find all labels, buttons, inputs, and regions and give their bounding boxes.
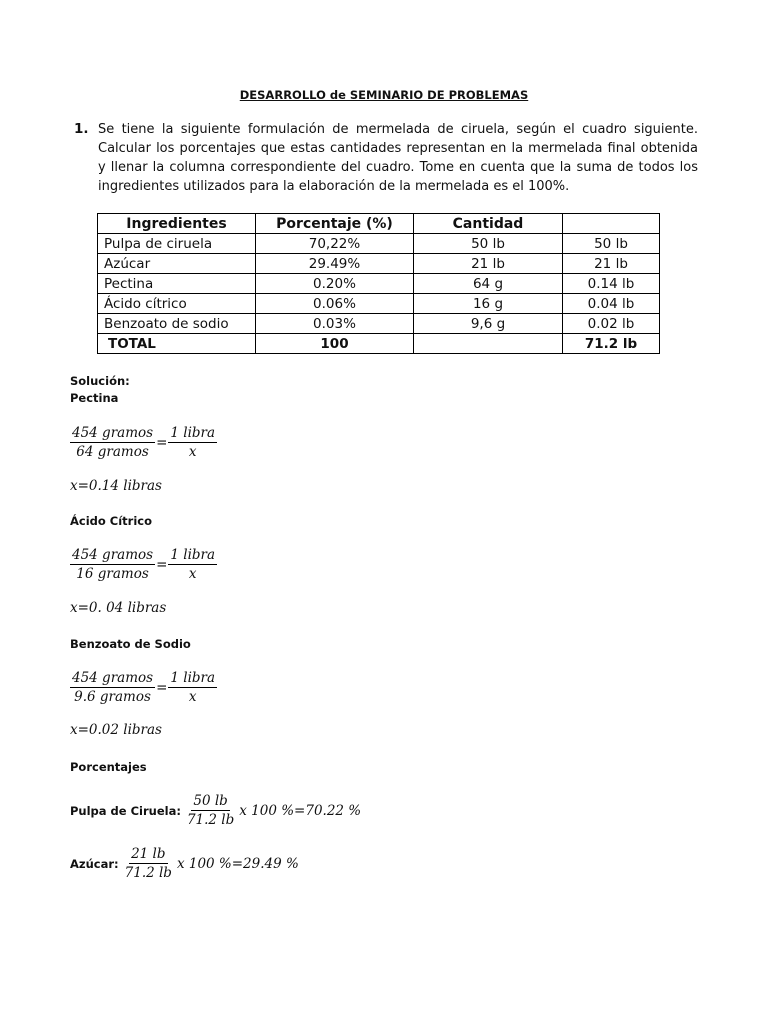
azucar-percentage <box>70 846 299 881</box>
table-total-row <box>98 334 660 354</box>
acido-heading: Ácido Cítrico <box>70 514 153 528</box>
benzoato-result: x=0.02 libras <box>70 722 162 738</box>
table-cell: 50 lb <box>414 234 563 254</box>
numerator: 454 gramos <box>72 425 154 441</box>
numerator: 1 libra <box>170 425 216 441</box>
table-cell: 21 lb <box>563 254 660 274</box>
equals-sign: = <box>156 679 168 696</box>
fraction <box>70 547 155 582</box>
pulpa-expression <box>185 793 361 828</box>
fraction <box>185 793 236 828</box>
table-cell: 9,6 g <box>414 314 563 334</box>
table-cell: Benzoato de sodio <box>98 314 256 334</box>
table-cell: Ácido cítrico <box>98 294 256 314</box>
denominator: x <box>188 444 197 460</box>
table-cell: 64 g <box>414 274 563 294</box>
table-header <box>563 214 660 234</box>
table-cell: 100 <box>256 334 414 354</box>
table-cell: 0.20% <box>256 274 414 294</box>
denominator: 9.6 gramos <box>74 689 151 705</box>
denominator: 64 gramos <box>76 444 149 460</box>
equals-sign: = <box>156 556 168 573</box>
acido-equation <box>70 547 217 582</box>
equals-sign: = <box>156 434 168 451</box>
numerator: 50 lb <box>193 793 228 809</box>
table-cell: 0.14 lb <box>563 274 660 294</box>
pulpa-result: x 100 %=70.22 % <box>239 802 362 819</box>
table-cell: Azúcar <box>98 254 256 274</box>
table-row <box>98 234 660 254</box>
table-header-row <box>98 214 660 234</box>
denominator: 71.2 lb <box>124 865 172 881</box>
pectina-heading: Pectina <box>70 391 119 405</box>
table-row <box>98 314 660 334</box>
table-row <box>98 274 660 294</box>
table-cell: Pulpa de ciruela <box>98 234 256 254</box>
table-cell: 16 g <box>414 294 563 314</box>
pulpa-percentage <box>70 793 361 828</box>
table-cell: 0.04 lb <box>563 294 660 314</box>
pectina-equation <box>70 425 217 460</box>
azucar-result: x 100 %=29.49 % <box>176 855 299 872</box>
numerator: 454 gramos <box>72 547 154 563</box>
fraction <box>70 425 155 460</box>
pulpa-label: Pulpa de Ciruela: <box>70 803 181 818</box>
fraction <box>168 670 217 705</box>
table-cell: 0.06% <box>256 294 414 314</box>
table-cell: 0.02 lb <box>563 314 660 334</box>
azucar-expression <box>123 846 299 881</box>
numerator: 21 lb <box>131 846 166 862</box>
table-cell: 21 lb <box>414 254 563 274</box>
denominator: x <box>188 689 197 705</box>
denominator: 71.2 lb <box>186 812 235 828</box>
table-row <box>98 254 660 274</box>
fraction <box>168 547 217 582</box>
table-cell: 70,22% <box>256 234 414 254</box>
page-title: DESARROLLO de SEMINARIO DE PROBLEMAS <box>239 88 529 102</box>
table-cell: 50 lb <box>563 234 660 254</box>
denominator: 16 gramos <box>76 566 149 582</box>
porcentajes-heading: Porcentajes <box>70 760 147 774</box>
problem-text: Se tiene la siguiente formulación de mermelada de ciruela, según el cuadro siguiente. Calcular los porcentajes que estas cantidades representan en la mermelada final obtenida y llenar la columna correspondiente del cuadro. Tome en cuenta que la suma de todos los ingredientes utilizados para la elaboración de la mermelada es el 100%. <box>98 122 698 194</box>
table-cell <box>414 334 563 354</box>
table-cell: 29.49% <box>256 254 414 274</box>
table-cell: Pectina <box>98 274 256 294</box>
ingredients-table <box>97 213 660 354</box>
table-cell: 0.03% <box>256 314 414 334</box>
denominator: x <box>188 566 197 582</box>
solution-heading: Solución: <box>70 374 130 388</box>
table-cell: TOTAL <box>98 334 256 354</box>
table-header: Porcentaje (%) <box>256 214 414 234</box>
table-cell: 71.2 lb <box>563 334 660 354</box>
pectina-result: x=0.14 libras <box>70 478 162 494</box>
problem-number: 1. <box>74 121 89 137</box>
table-row <box>98 294 660 314</box>
table-header: Ingredientes <box>98 214 256 234</box>
fraction <box>168 425 217 460</box>
benzoato-heading: Benzoato de Sodio <box>70 637 191 651</box>
acido-result: x=0. 04 libras <box>70 600 167 616</box>
azucar-label: Azúcar: <box>70 856 119 871</box>
numerator: 454 gramos <box>72 670 154 686</box>
fraction <box>123 846 174 881</box>
numerator: 1 libra <box>170 670 216 686</box>
numerator: 1 libra <box>170 547 216 563</box>
problem-statement <box>74 120 698 196</box>
table-header: Cantidad <box>414 214 563 234</box>
fraction <box>70 670 155 705</box>
benzoato-equation <box>70 670 217 705</box>
